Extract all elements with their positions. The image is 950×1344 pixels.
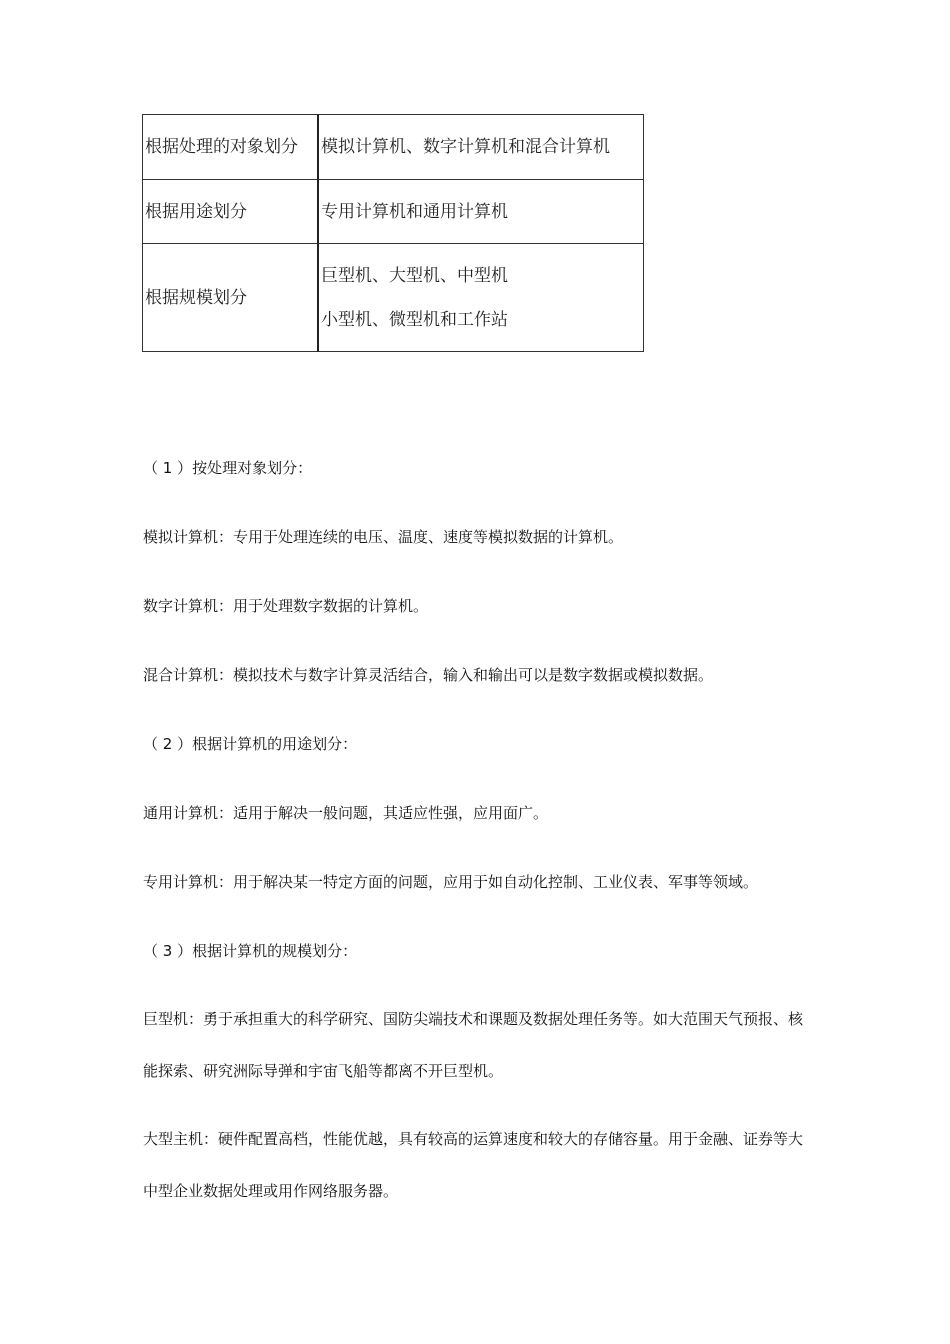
paragraph-supercomputer: 巨型机：勇于承担重大的科学研究、国防尖端技术和课题及数据处理任务等。如大范围天气预报、核能探索、研究洲际导弹和宇宙飞船等都离不开巨型机。 — [143, 1010, 804, 1080]
section-heading-1: （ 1 ）按处理对象划分： — [143, 459, 313, 477]
table-cell-criterion: 根据规模划分 — [143, 244, 319, 352]
table-cell-line: 专用计算机和通用计算机 — [321, 201, 508, 222]
table-cell-types — [318, 180, 644, 244]
section-heading-2: （ 2 ）根据计算机的用途划分： — [143, 735, 358, 753]
paragraph-mainframe: 大型主机：硬件配置高档，性能优越，具有较高的运算速度和较大的存储容量。用于金融、证券等大中型企业数据处理或用作网络服务器。 — [143, 1130, 804, 1200]
table-cell-line: 巨型机、大型机、中型机 — [321, 265, 508, 286]
table-cell-line: 模拟计算机、数字计算机和混合计算机 — [321, 137, 610, 157]
table-row — [143, 115, 644, 180]
paragraph-analog: 模拟计算机：专用于处理连续的电压、温度、速度等模拟数据的计算机。 — [143, 528, 624, 546]
table-cell-types — [318, 115, 644, 180]
classification-table — [142, 114, 644, 352]
table-cell-criterion: 根据用途划分 — [143, 180, 319, 244]
table-row — [143, 180, 644, 244]
paragraph-digital: 数字计算机：用于处理数字数据的计算机。 — [143, 597, 429, 615]
table-row — [143, 244, 644, 352]
paragraph-special: 专用计算机：用于解决某一特定方面的问题，应用于如自动化控制、工业仪表、军事等领域。 — [143, 873, 759, 891]
paragraph-hybrid: 混合计算机：模拟技术与数字计算灵活结合，输入和输出可以是数字数据或模拟数据。 — [143, 666, 714, 684]
section-heading-3: （ 3 ）根据计算机的规模划分： — [143, 942, 358, 960]
table-cell-criterion: 根据处理的对象划分 — [143, 115, 319, 180]
table-cell-line: 小型机、微型机和工作站 — [321, 309, 508, 330]
table-cell-types — [318, 244, 644, 352]
paragraph-general: 通用计算机：适用于解决一般问题，其适应性强，应用面广。 — [143, 804, 549, 822]
